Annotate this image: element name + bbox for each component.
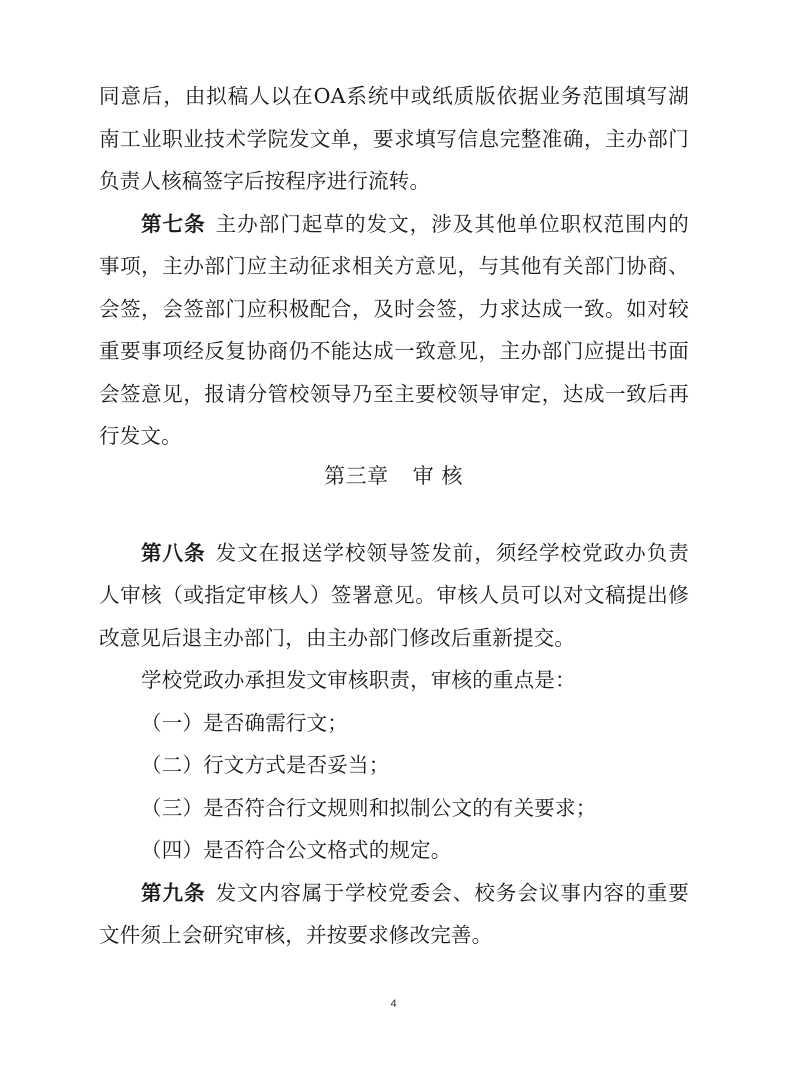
text-line: 负责人核稿签字后按程序进行流转。	[99, 169, 431, 193]
list-item: （四）是否符合公文格式的规定。	[141, 838, 452, 862]
text-line: 会签，会签部门应积极配合，及时会签，力求达成一致。如对较	[99, 297, 689, 321]
text-line: 会签意见，报请分管校领导乃至主要校领导审定，达成一致后再	[99, 382, 689, 406]
text-line: 事项，主办部门应主动征求相关方意见，与其他有关部门协商、	[99, 254, 689, 278]
text-line: 同意后，由拟稿人以在OA系统中或纸质版依据业务范围填写湖	[99, 84, 689, 108]
list-item: （一）是否确需行文；	[141, 711, 348, 735]
chapter-heading	[0, 462, 787, 490]
text-line: 改意见后退主办部门，由主办部门修改后重新提交。	[99, 626, 576, 650]
article-8-first-line	[141, 540, 689, 566]
article-7-text: 主办部门起草的发文，涉及其他单位职权范围内的	[215, 212, 689, 236]
article-9-label: 第九条	[141, 881, 206, 905]
text-line: 重要事项经反复协商仍不能达成一致意见，主办部门应提出书面	[99, 339, 689, 363]
text-line: 南工业职业技术学院发文单，要求填写信息完整准确，主办部门	[99, 127, 689, 151]
review-intro: 学校党政办承担发文审核职责，审核的重点是：	[141, 668, 576, 692]
page-number: 4	[390, 998, 397, 1010]
list-item: （三）是否符合行文规则和拟制公文的有关要求；	[141, 796, 597, 820]
article-9-text: 发文内容属于学校党委会、校务会议事内容的重要	[215, 881, 689, 905]
article-8-text: 发文在报送学校领导签发前，须经学校党政办负责	[215, 541, 689, 565]
list-item: （二）行文方式是否妥当；	[141, 753, 390, 777]
chapter-number: 第三章	[324, 464, 389, 488]
text-line: 人审核（或指定审核人）签署意见。审核人员可以对文稿提出修	[99, 583, 689, 607]
article-9-first-line	[141, 880, 689, 906]
article-7-label: 第七条	[141, 212, 206, 236]
text-line: 行发文。	[99, 424, 182, 448]
article-7-first-line	[141, 211, 689, 237]
chapter-title: 审 核	[412, 464, 463, 488]
text-line: 文件须上会研究审核，并按要求修改完善。	[99, 923, 493, 947]
article-8-label: 第八条	[141, 541, 206, 565]
